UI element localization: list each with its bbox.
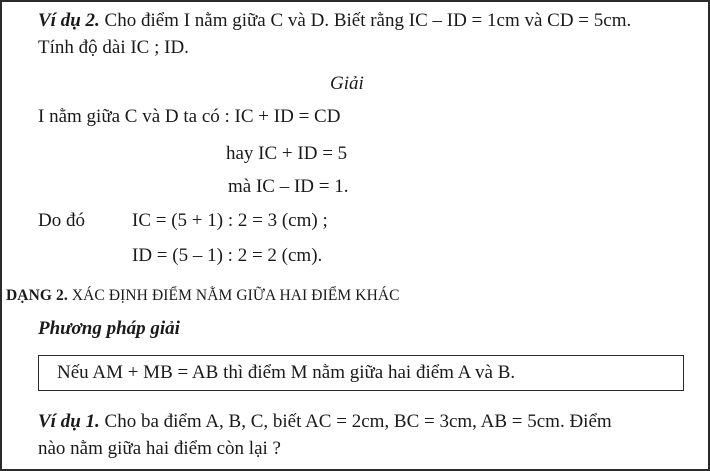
solution-line1: I nằm giữa C và D ta có : IC + ID = CD [38,106,341,127]
example1-text: Cho ba điểm A, B, C, biết AC = 2cm, BC = 3cm, AB = 5cm. Điểm [104,411,612,432]
solution-line4: IC = (5 + 1) : 2 = 3 (cm) ; [132,210,328,231]
dang2-label: DẠNG 2. [6,287,68,304]
example1-line1 [38,411,612,433]
solution-heading: Giải [330,73,364,94]
example2-label: Ví dụ 2. [38,10,100,31]
example1-line2: nào nằm giữa hai điểm còn lại ? [38,438,281,459]
solution-line5: ID = (5 – 1) : 2 = 2 (cm). [132,245,323,266]
dang2-title: XÁC ĐỊNH ĐIỂM NẰM GIỮA HAI ĐIỂM KHÁC [71,287,400,304]
solution-do-do: Do đó [38,210,85,231]
method-heading: Phương pháp giải [38,318,180,339]
example2-line2: Tính độ dài IC ; ID. [38,37,189,58]
solution-line2: hay IC + ID = 5 [226,143,348,164]
dang2-heading [6,285,400,307]
example2-line1 [38,10,631,32]
solution-line3: mà IC – ID = 1. [228,176,349,197]
rule-box [38,355,684,391]
example2-text: Cho điểm I nằm giữa C và D. Biết rằng IC – ID = 1cm và CD = 5cm. [104,10,632,31]
rule-text: Nếu AM + MB = AB thì điểm M nằm giữa hai điểm A và B. [57,362,516,383]
example1-label: Ví dụ 1. [38,411,100,432]
